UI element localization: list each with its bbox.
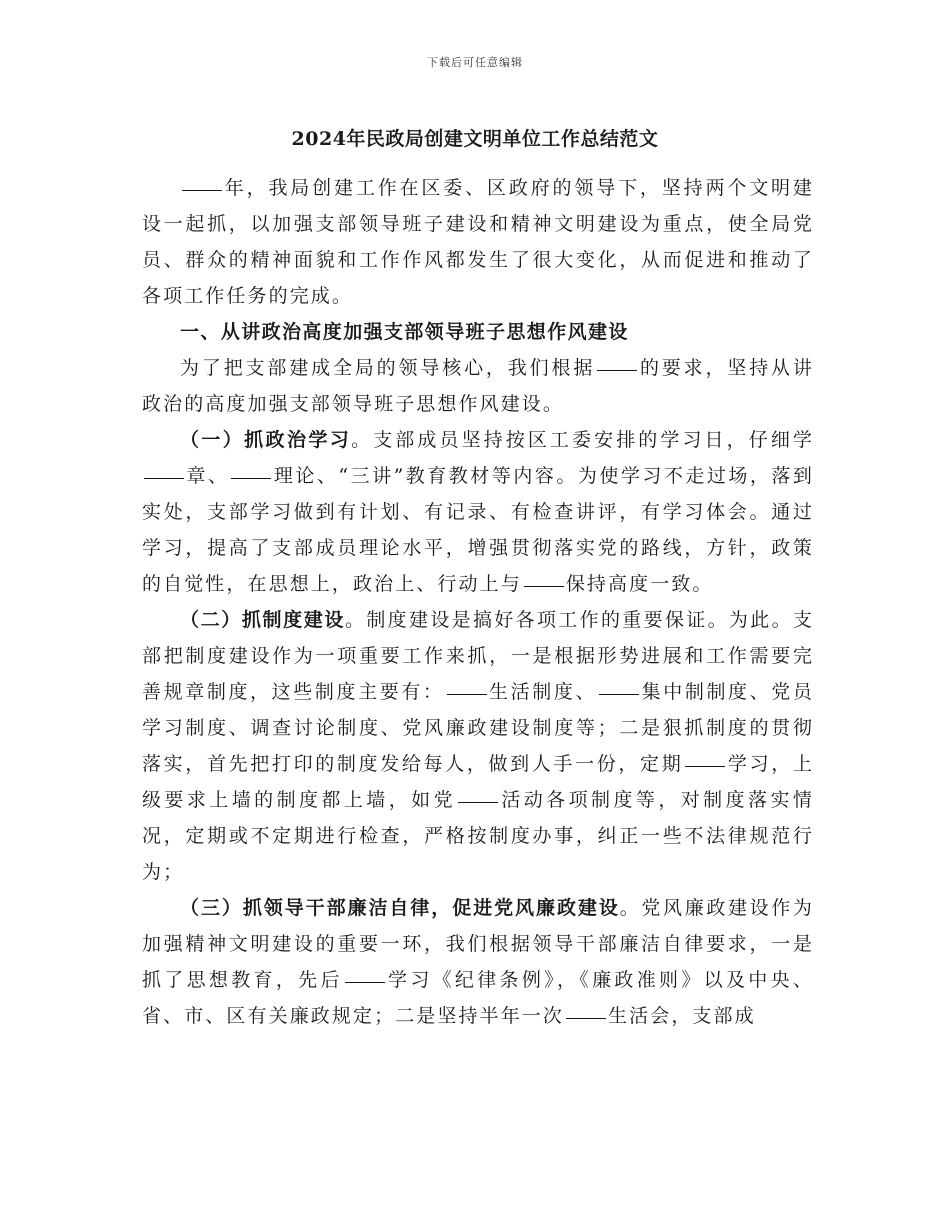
- subsection-political-study: （一）抓政治学习。支部成员坚持按区工委安排的学习日，仔细学章、 理论、“三讲”教育教材等内容。为使学习不走过场，落到实处，支部学习做到有计划、有记录、有检查讲评，有学习体会。通过学习，提高了支部成员理论水平，增强贯彻落实党的路线，方针，政策的自觉性，在思想上，政治上、行动上与 保持高度一致。: [142, 429, 815, 595]
- intro-paragraph: 年，我局创建工作在区委、区政府的领导下，坚持两个文明建设一起抓，以加强支部领导班子建设和精神文明建设为重点，使全局党员、群众的精神面貌和工作作风都发生了很大变化，从而促进和推动了各项工作任务的完成。: [142, 177, 814, 307]
- document-title: 2024年民政局创建文明单位工作总结范文: [291, 128, 659, 150]
- fill-blank: [458, 801, 498, 803]
- subsection-integrity: （三）抓领导干部廉洁自律，促进党风廉政建设。党风廉政建设作为加强精神文明建设的重要一环，我们根据领导干部廉洁自律要求，一是抓了思想教育，先后 学习《纪律条例》，《廉政准则》以及中央、省、市、区有关廉政规定；二是坚持半年一次 生活会，支部成: [142, 897, 814, 1027]
- fill-blank: [597, 369, 637, 371]
- section-heading: 一、从讲政治高度加强支部领导班子思想作风建设: [180, 321, 629, 343]
- fill-blank: [447, 693, 487, 695]
- fill-blank: [182, 189, 222, 191]
- fill-blank: [599, 693, 639, 695]
- subsection-system-building: （二）抓制度建设。制度建设是搞好各项工作的重要保证。为此。支部把制度建设作为一项重要工作来抓，一是根据形势进展和工作需要完善规章制度，这些制度主要有： 生活制度、 集中制制度、党员学习制度、调查讨论制度、党风廉政建设制度等；二是狠抓制度的贯彻落实，首先把打印的制度发给每人，做到人手一份，定期 学习，上级要求上墙的制度都上墙，如党 活动各项制度等，对制度落实情况，定期或不定期进行检查，严格按制度办事，纠正一些不法律规范行为；: [142, 609, 815, 883]
- fill-blank: [231, 477, 271, 479]
- document-body: [142, 170, 814, 1034]
- subsection-lead: （二）抓制度建设: [180, 609, 346, 631]
- section-intro-paragraph: 为了把支部建成全局的领导核心，我们根据 的要求，坚持从讲政治的高度加强支部领导班子思想作风建设。: [142, 357, 814, 415]
- subsection-lead: （三）抓领导干部廉洁自律，促进党风廉政建设: [180, 897, 620, 919]
- fill-blank: [345, 981, 385, 983]
- subsection-lead: （一）抓政治学习: [180, 429, 352, 451]
- fill-blank: [566, 1017, 606, 1019]
- fill-blank: [524, 585, 564, 587]
- fill-blank: [685, 765, 725, 767]
- fill-blank: [144, 477, 184, 479]
- header-note: 下载后可任意编辑: [427, 56, 523, 69]
